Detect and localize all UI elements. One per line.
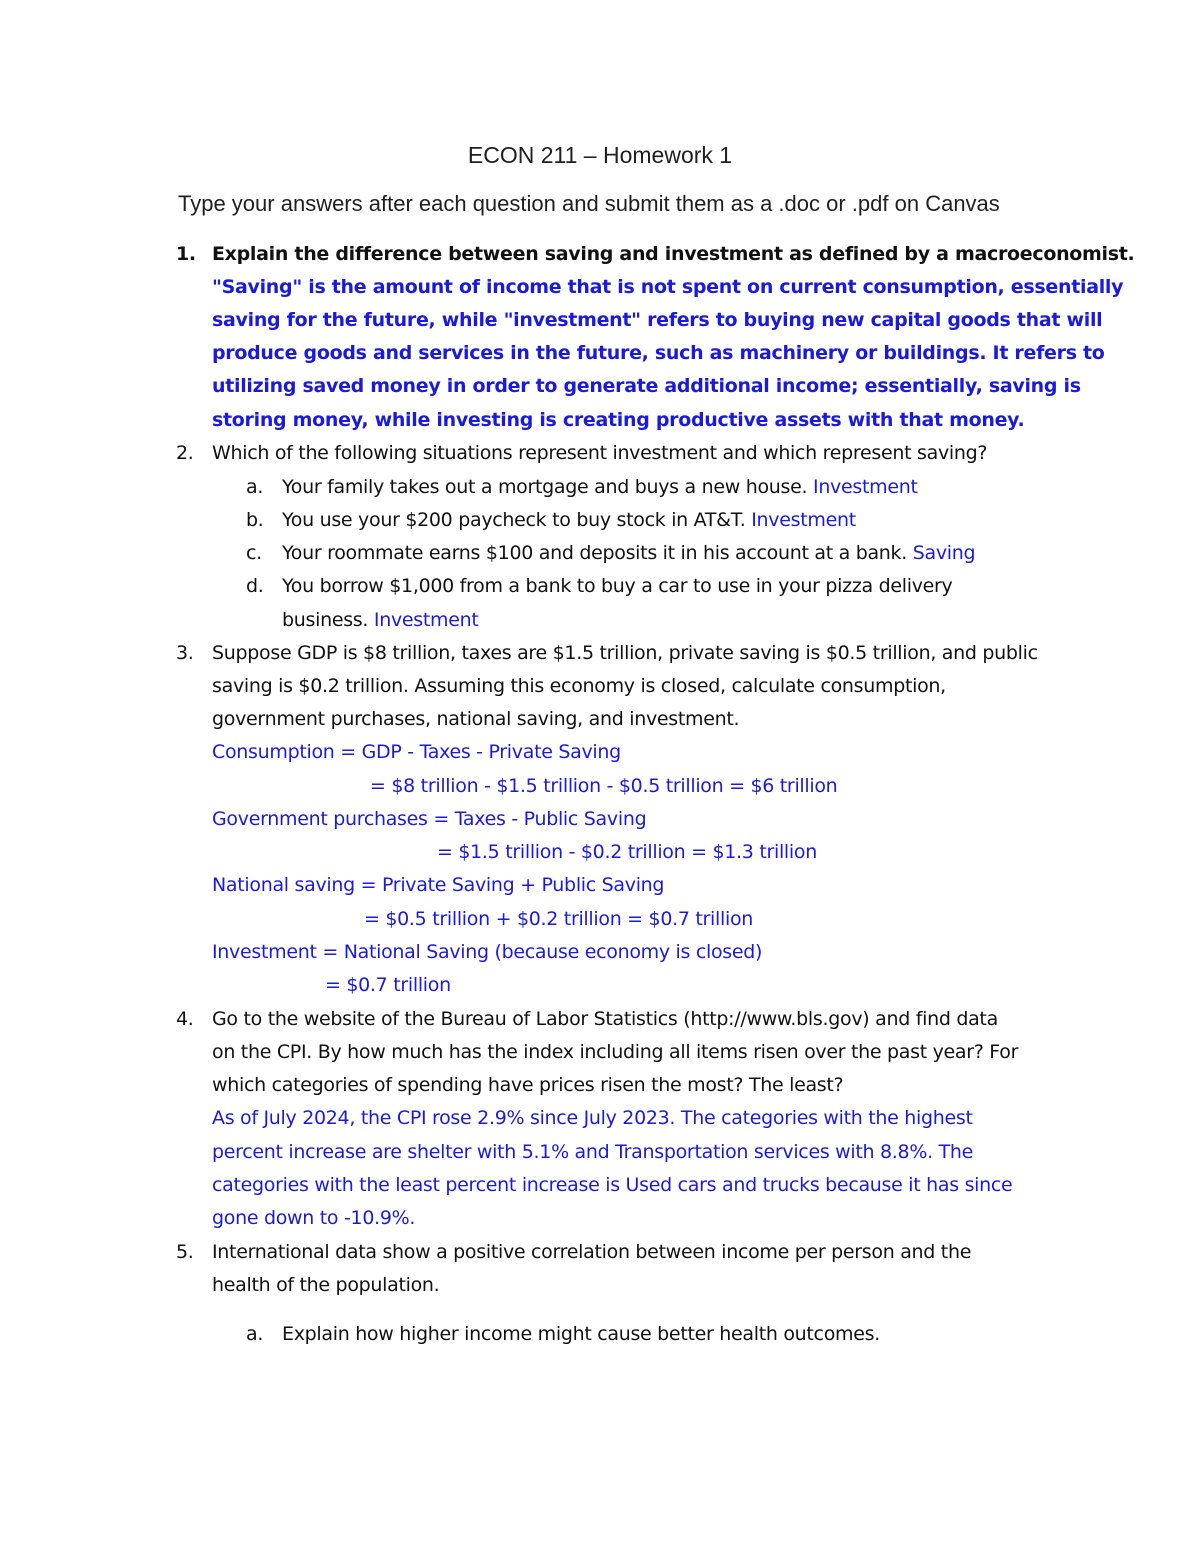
question-text: which categories of spending have prices risen the most? The least? — [212, 1074, 844, 1096]
question-text: International data show a positive correlation between income per person and the — [212, 1241, 972, 1263]
item-answer: Investment — [751, 509, 856, 531]
question-number: 3. — [176, 642, 194, 664]
answer-line: gone down to -10.9%. — [212, 1207, 416, 1229]
item-text: Explain how higher income might cause better health outcomes. — [282, 1323, 880, 1345]
item-text: Your family takes out a mortgage and buys a new house. — [282, 476, 808, 498]
item-text: Your roommate earns $100 and deposits it in his account at a bank. — [282, 542, 907, 564]
item-letter: a. — [246, 1323, 264, 1345]
answer-line: National saving = Private Saving + Public Saving — [212, 874, 665, 896]
answer-line: = $8 trillion - $1.5 trillion - $0.5 trillion = $6 trillion — [370, 775, 838, 797]
item-letter: a. — [246, 476, 264, 498]
answer-line: storing money, while investing is creating productive assets with that money. — [212, 409, 1025, 431]
answer-line: categories with the least percent increase is Used cars and trucks because it has since — [212, 1174, 1013, 1196]
item-letter: d. — [246, 575, 264, 597]
item-answer: Investment — [813, 476, 918, 498]
question-text: government purchases, national saving, and investment. — [212, 708, 740, 730]
answer-line: Government purchases = Taxes - Public Saving — [212, 808, 647, 830]
answer-line: produce goods and services in the future, such as machinery or buildings. It refers to — [212, 342, 1105, 364]
answer-line: = $0.5 trillion + $0.2 trillion = $0.7 trillion — [364, 908, 754, 930]
question-text: Explain the difference between saving and investment as defined by a macroeconomist. — [212, 243, 1135, 265]
answer-line: = $0.7 trillion — [325, 974, 451, 996]
item-text: business. — [282, 609, 369, 631]
item-answer: Saving — [912, 542, 976, 564]
answer-line: Consumption = GDP - Taxes - Private Saving — [212, 741, 621, 763]
item-answer: Investment — [373, 609, 479, 631]
question-text: on the CPI. By how much has the index including all items risen over the past year? For — [212, 1041, 1019, 1063]
question-text: Suppose GDP is $8 trillion, taxes are $1.5 trillion, private saving is $0.5 trillion, and public — [212, 642, 1038, 664]
question-number: 2. — [176, 442, 194, 464]
answer-line: = $1.5 trillion - $0.2 trillion = $1.3 trillion — [437, 841, 817, 863]
question-text: Which of the following situations represent investment and which represent saving? — [212, 442, 988, 464]
item-letter: c. — [246, 542, 262, 564]
item-letter: b. — [246, 509, 264, 531]
instructions: Type your answers after each question and submit them as a .doc or .pdf on Canvas — [178, 191, 1000, 216]
question-text: saving is $0.2 trillion. Assuming this economy is closed, calculate consumption, — [212, 675, 946, 697]
answer-line: "Saving" is the amount of income that is not spent on current consumption, essentially — [212, 276, 1124, 298]
answer-line: saving for the future, while "investment" refers to buying new capital goods that will — [212, 309, 1103, 331]
answer-line: As of July 2024, the CPI rose 2.9% since July 2023. The categories with the highest — [212, 1107, 973, 1129]
answer-line: percent increase are shelter with 5.1% and Transportation services with 8.8%. The — [212, 1141, 974, 1163]
list-item-continued — [282, 604, 479, 637]
question-number: 5. — [176, 1241, 194, 1263]
answer-line: utilizing saved money in order to generate additional income; essentially, saving is — [212, 375, 1081, 397]
question-number: 1. — [176, 243, 196, 265]
page-title: ECON 211 – Homework 1 — [467, 142, 733, 168]
question-text: Go to the website of the Bureau of Labor Statistics (http://www.bls.gov) and find data — [212, 1008, 998, 1030]
answer-line: Investment = National Saving (because economy is closed) — [212, 941, 763, 963]
question-text: health of the population. — [212, 1274, 440, 1296]
item-text: You use your $200 paycheck to buy stock in AT&T. — [282, 509, 746, 531]
item-text: You borrow $1,000 from a bank to buy a car to use in your pizza delivery — [282, 575, 953, 597]
question-number: 4. — [176, 1008, 194, 1030]
